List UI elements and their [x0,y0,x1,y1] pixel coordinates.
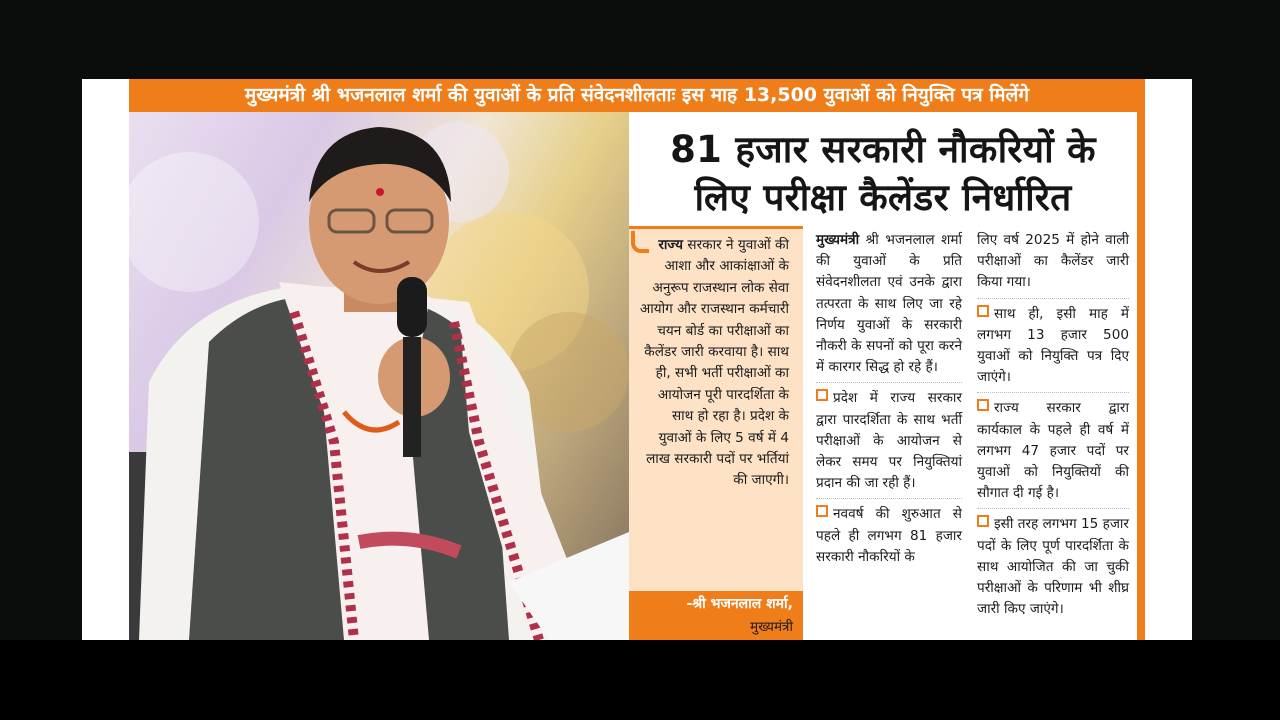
column1-para-2-text: प्रदेश में राज्य सरकार द्वारा पारदर्शिता के साथ भर्ती परीक्षाओं के आयोजन से लेकर समय पर नियुक्तियां प्रदान की जा रही हैं। [816,390,962,492]
bullet-icon [977,399,989,411]
column2-para-2 [977,304,1129,394]
column2-para-3-text: राज्य सरकार द्वारा कार्यकाल के पहले ही वर्ष में लगभग 47 हजार पदों पर युवाओं को नियुक्तियों की सौगात दी गई है। [977,400,1129,502]
column2-para-1 [977,230,1129,299]
headline-line-2: लिए परीक्षा कैलेंडर निर्धारित [694,176,1072,219]
article-column-2 [977,230,1129,629]
column2-para-2-text: साथ ही, इसी माह में लगभग 13 हजार 500 युवाओं को नियुक्ति पत्र दिए जाएंगे। [977,305,1129,386]
quote-author-title: मुख्यमंत्री [750,619,793,635]
column2-para-3 [977,398,1129,509]
column1-para-2 [816,388,962,499]
page-margin-right [1145,79,1192,640]
column1-para-3-text: नववर्ष की शुरुआत से पहले ही लगभग 81 हजार सरकारी नौकरियों के [816,506,962,565]
article-column-1 [816,230,962,577]
top-banner: मुख्यमंत्री श्री भजनलाल शर्मा की युवाओं के प्रति संवेदनशीलताः इस माह 13,500 युवाओं को नियुक्ति पत्र मिलेंगे [129,79,1145,112]
quote-body: सरकार ने युवाओं की आशा और आकांक्षाओं के अनुरूप राजस्थान लोक सेवा आयोग और राजस्थान कर्मचारी चयन बोर्ड का परीक्षाओं का कैलेंडर जारी करवाया है। साथ ही, सभी भर्ती परीक्षाओं का आयोजन पूरी पारदर्शिता के साथ हो रहा है। प्रदेश के युवाओं के लिए 5 वर्ष में 4 लाख सरकारी पदों पर भर्तियां की जाएगी। [639,237,789,489]
quote-text [639,235,789,492]
column1-para-3 [816,504,962,572]
bullet-icon [977,515,989,527]
column1-intro [816,230,962,383]
chief-minister-photo [129,112,629,640]
quote-lead: राज्य [658,237,684,253]
video-bottom-bar [0,640,1280,720]
newspaper-page [82,79,1192,640]
photo-illustration [129,112,629,640]
column1-intro-text: श्री भजनलाल शर्मा की युवाओं के प्रति संवेदनशीलता एवं उनके द्वारा तत्परता के साथ लिए जा रहे निर्णय युवाओं के सरकारी नौकरी के सपनों को पूरा करने में कारगर सिद्ध हो रहे हैं। [816,232,962,376]
headline-line-1: 81 हजार सरकारी नौकरियों के [670,128,1096,171]
column2-para-1-text: लिए वर्ष 2025 में होने वाली परीक्षाओं का कैलेंडर जारी किया गया। [977,232,1129,291]
page-margin-left [82,79,129,640]
column2-para-4-text: इसी तरह लगभग 15 हजार पदों के लिए पूर्ण पारदर्शिता के साथ आयोजित की जा चुकी परीक्षाओं के परिणाम भी शीघ्र जारी किए जाएंगे। [977,516,1129,618]
bullet-icon [816,389,828,401]
column1-lead: मुख्यमंत्री [816,232,860,248]
quote-signature [629,591,803,640]
bullet-icon [816,505,828,517]
article-headline [629,126,1137,222]
quote-author: -श्री भजनलाल शर्मा, [686,596,793,612]
bullet-icon [977,305,989,317]
article-panel [629,112,1145,640]
column2-para-4 [977,514,1129,624]
quote-box [629,226,803,640]
